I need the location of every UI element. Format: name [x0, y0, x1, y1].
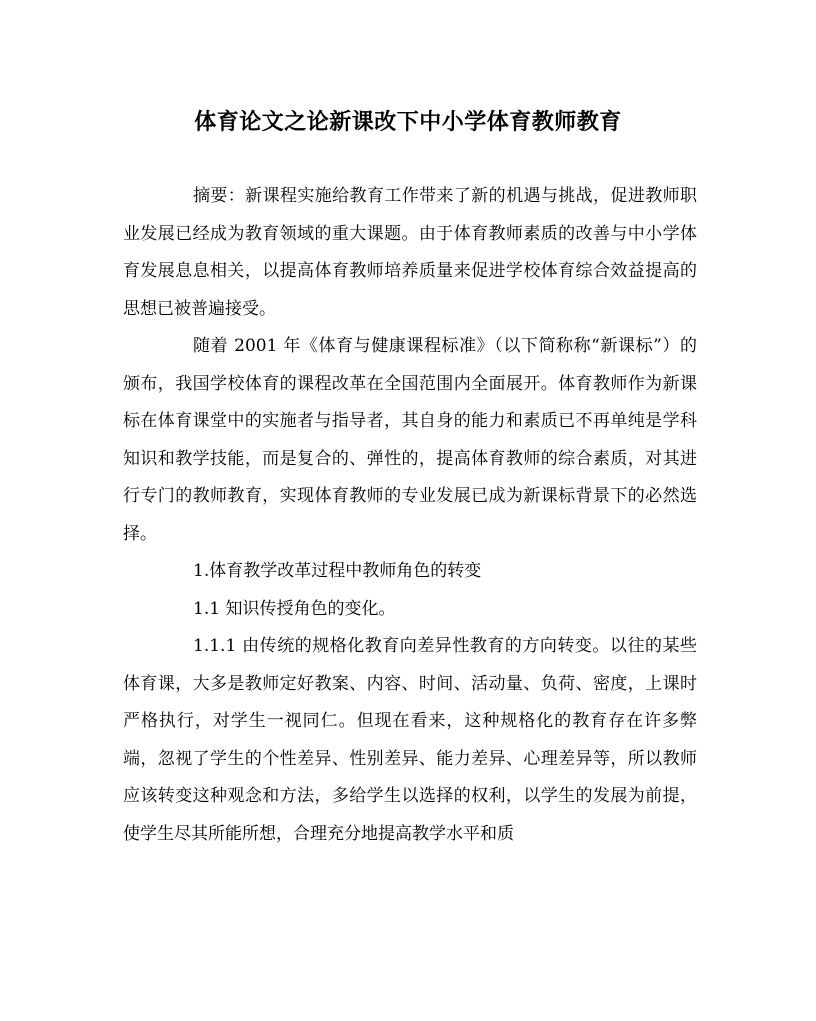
document-title: 体育论文之论新课改下中小学体育教师教育: [194, 109, 622, 135]
body-paragraph: 随着 2001 年《体育与健康课程标准》（以下简称称“新课标”）的颁布，我国学校体育的课程改革在全国范围内全面展开。体育教师作为新课标在体育课堂中的实施者与指导者，其自身的能力和素质已不再单纯是学科知识和教学技能，而是复合的、弹性的，提高体育教师的综合素质，对其进行专门的教师教育，实现体育教师的专业发展已成为新课标背景下的必然选择。: [123, 336, 697, 544]
abstract-paragraph: 摘要：新课程实施给教育工作带来了新的机遇与挑战，促进教师职业发展已经成为教育领域的重大课题。由于体育教师素质的改善与中小学体育发展息息相关，以提高体育教师培养质量来促进学校体育综合效益提高的思想已被普遍接受。: [123, 186, 697, 319]
subsection-heading: 1.1 知识传授角色的变化。: [193, 598, 396, 619]
section-heading: 1.体育教学改革过程中教师角色的转变: [193, 561, 482, 581]
body-paragraph: 1.1.1 由传统的规格化教育向差异性教育的方向转变。以往的某些体育课，大多是教师定好教案、内容、时间、活动量、负荷、密度，上课时严格执行，对学生一视同仁。但现在看来，这种规格化的教育存在许多弊端，忽视了学生的个性差异、性别差异、能力差异、心理差异等，所以教师应该转变这种观念和方法，多给学生以选择的权利，以学生的发展为前提，使学生尽其所能所想，合理充分地提高教学水平和质: [123, 636, 697, 844]
document-body: [123, 178, 697, 853]
